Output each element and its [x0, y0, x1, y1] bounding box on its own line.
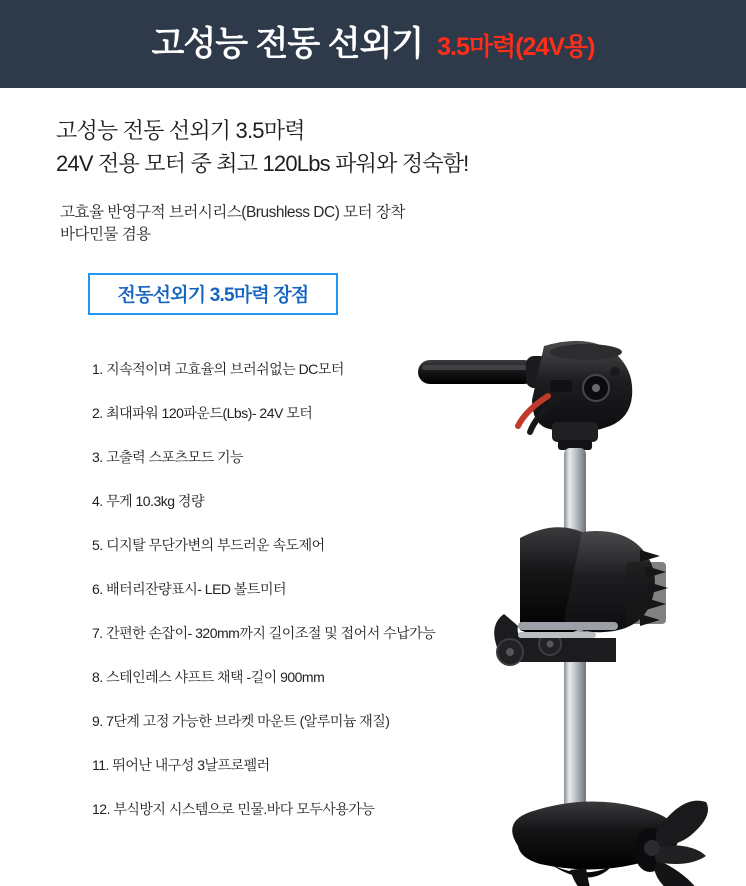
sublead-line-2: 바다민물 겸용	[60, 226, 151, 244]
stainless-shaft	[564, 448, 586, 868]
advantages-badge	[88, 273, 338, 315]
shaft-collar	[552, 422, 598, 450]
main-content	[0, 88, 746, 826]
list-item: 5. 디지탈 무단가변의 부드러운 속도제어	[92, 536, 325, 553]
lead-paragraph	[56, 114, 616, 180]
sublead-line-1: 고효율 반영구적 브러시리스(Brushless DC) 모터 장착	[60, 204, 405, 221]
feature-list	[92, 359, 512, 819]
sublead-paragraph	[60, 202, 746, 247]
list-item: 1. 지속적이며 고효율의 브러쉬없는 DC모터	[92, 360, 344, 377]
propeller	[644, 801, 708, 886]
banner-title: 고성능 전동 선외기	[151, 25, 424, 63]
lead-line-2: 24V 전용 모터 중 최고 120Lbs 파워와 정숙함!	[56, 151, 469, 176]
advantages-badge-label: 전동선외기 3.5마력 장점	[117, 285, 309, 307]
list-item: 8. 스테인레스 샤프트 채택 -길이 900mm	[92, 668, 325, 685]
list-item: 4. 무게 10.3kg 경량	[92, 492, 204, 509]
list-item: 7. 간편한 손잡이- 320mm까지 길이조절 및 접어서 수납가능	[92, 624, 436, 641]
list-item: 9. 7단계 고정 가능한 브라켓 마운트 (알루미늄 재질)	[92, 712, 390, 729]
lead-line-1: 고성능 전동 선외기 3.5마력	[56, 118, 305, 143]
power-cables	[518, 396, 556, 432]
page-header-banner	[0, 0, 746, 88]
control-head	[532, 341, 632, 433]
banner-subtitle: 3.5마력(24V용)	[437, 33, 595, 61]
mounting-bracket	[494, 527, 668, 665]
list-item: 2. 최대파워 120파운드(Lbs)- 24V 모터	[92, 404, 313, 421]
list-item: 12. 부식방지 시스템으로 민물.바다 모두사용가능	[92, 800, 375, 817]
list-item: 3. 고출력 스포츠모드 기능	[92, 448, 244, 465]
list-item: 11. 뛰어난 내구성 3날프로펠러	[92, 756, 270, 773]
list-item: 6. 배터리잔량표시- LED 볼트미터	[92, 580, 287, 597]
motor-pod	[512, 801, 678, 886]
banner-text-group	[152, 27, 595, 61]
